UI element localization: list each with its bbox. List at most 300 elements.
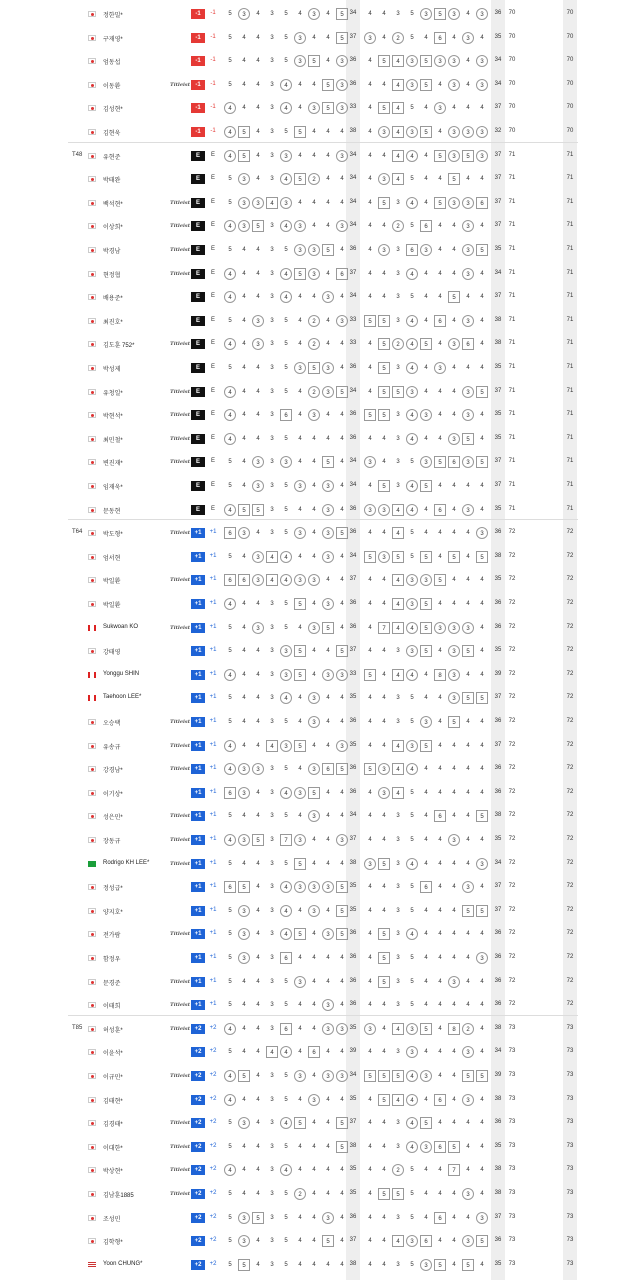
hole-score: 3 — [270, 1261, 274, 1268]
round-total: 73 — [508, 1119, 516, 1126]
in-total: 37 — [494, 198, 502, 205]
aggregate-total: 70 — [566, 128, 574, 134]
hole-score: 4 — [256, 270, 260, 277]
today-score: E — [210, 175, 215, 182]
hole-score: 3 — [270, 294, 274, 301]
country-flag-icon — [88, 1002, 96, 1008]
leaderboard-row[interactable] — [0, 238, 640, 262]
hole-score: 4 — [452, 317, 456, 324]
leaderboard-row[interactable] — [0, 1111, 640, 1135]
leaderboard-row[interactable] — [0, 545, 640, 569]
player-name[interactable]: 박성제 — [103, 367, 121, 373]
hole-score: 4 — [312, 671, 316, 678]
hole-score: 3 — [396, 860, 400, 867]
leaderboard-row[interactable] — [0, 262, 640, 286]
leaderboard-row[interactable] — [0, 380, 640, 404]
hole-score: 3 — [406, 126, 418, 138]
in-total: 34 — [494, 57, 502, 64]
leaderboard-row[interactable] — [0, 309, 640, 333]
round-total: 72 — [508, 859, 516, 866]
leaderboard-row[interactable] — [0, 852, 640, 876]
hole-score: 3 — [270, 907, 274, 914]
leaderboard-row[interactable] — [0, 1135, 640, 1159]
leaderboard-row[interactable] — [0, 427, 640, 451]
hole-score: 4 — [312, 506, 316, 513]
player-name[interactable]: 양지호* — [103, 909, 123, 916]
player-name[interactable]: 전가람 — [103, 933, 121, 940]
player-name[interactable]: 김도훈 752* — [103, 343, 135, 350]
hole-score: 5 — [336, 386, 348, 398]
hole-score: 5 — [336, 8, 348, 20]
leaderboard-row[interactable] — [0, 734, 640, 758]
leaderboard-row[interactable] — [0, 899, 640, 923]
hole-score: 4 — [368, 388, 372, 395]
player-name[interactable]: 유현준 — [103, 154, 121, 161]
hole-score: 4 — [466, 860, 470, 867]
hole-score: 4 — [466, 58, 470, 65]
player-name[interactable]: 최민철* — [103, 437, 123, 444]
leaderboard-row[interactable] — [0, 96, 640, 120]
hole-score: 3 — [270, 1120, 274, 1127]
leaderboard-row[interactable] — [0, 120, 640, 144]
leaderboard-row[interactable] — [0, 875, 640, 899]
hole-score: 4 — [298, 81, 302, 88]
player-name[interactable]: 이규민* — [103, 1075, 123, 1081]
player-name[interactable]: 엄서현 — [103, 555, 121, 562]
in-total: 37 — [494, 694, 502, 701]
player-name[interactable]: 성은민* — [103, 815, 123, 822]
hole-score: 4 — [312, 1261, 316, 1268]
hole-score: 7 — [378, 622, 390, 634]
to-par-badge: +2 — [191, 1047, 205, 1057]
leaderboard-row[interactable] — [0, 474, 640, 498]
hole-score: 3 — [322, 362, 334, 374]
country-flag-icon — [88, 884, 96, 890]
player-name[interactable]: 박일환 — [103, 579, 121, 586]
player-name[interactable]: 엄동섭 — [103, 60, 121, 67]
leaderboard-row[interactable] — [0, 26, 640, 50]
hole-score: 3 — [396, 1261, 400, 1268]
hole-score: 5 — [336, 928, 348, 940]
country-flag-icon — [88, 554, 96, 560]
hole-score: 4 — [382, 34, 386, 41]
hole-score: 4 — [452, 577, 456, 584]
hole-score: 5 — [378, 928, 390, 940]
player-name[interactable]: 조성민 — [103, 1216, 121, 1223]
hole-score: 4 — [340, 955, 344, 961]
hole-score: 5 — [420, 338, 432, 350]
player-name[interactable]: 박태완 — [103, 178, 121, 185]
hole-score: 4 — [480, 577, 484, 584]
sponsor-logo: Titleist — [170, 1002, 191, 1009]
hole-score: 5 — [410, 1002, 414, 1009]
country-flag-icon — [88, 341, 96, 347]
out-total: 34 — [349, 175, 357, 182]
leaderboard-row[interactable] — [0, 970, 640, 994]
hole-score: 3 — [476, 150, 488, 162]
hole-score: 4 — [242, 671, 246, 678]
leaderboard-row[interactable] — [0, 781, 640, 805]
hole-score: 5 — [284, 860, 288, 867]
hole-score: 4 — [256, 648, 260, 655]
hole-score: 4 — [382, 695, 386, 702]
hole-score: 5 — [410, 837, 414, 843]
sponsor-logo: Titleist — [170, 577, 191, 584]
hole-score: 3 — [336, 79, 348, 91]
hole-score: 6 — [434, 32, 446, 44]
player-name[interactable]: 정성급* — [103, 886, 123, 893]
player-name[interactable]: 박상현* — [103, 1169, 123, 1176]
to-par-badge: +2 — [191, 1024, 205, 1034]
aggregate-total: 72 — [566, 1001, 574, 1008]
to-par-badge: E — [191, 198, 205, 208]
hole-score: 4 — [382, 1261, 386, 1268]
to-par-badge: +2 — [191, 1260, 205, 1270]
to-par-badge: -1 — [191, 80, 205, 90]
hole-score: 4 — [280, 574, 292, 586]
leaderboard-row[interactable] — [0, 922, 640, 946]
player-name[interactable]: 백석현* — [103, 201, 123, 208]
hole-score: 3 — [448, 669, 460, 681]
hole-score: 4 — [242, 341, 246, 348]
hole-score: 4 — [256, 1167, 260, 1174]
hole-score: 5 — [420, 551, 432, 563]
hole-score: 3 — [270, 648, 274, 655]
leaderboard-row[interactable] — [0, 946, 640, 970]
hole-score: 4 — [312, 294, 316, 301]
country-flag-icon — [88, 1073, 96, 1079]
leaderboard-row[interactable] — [0, 521, 640, 545]
leaderboard-row[interactable] — [0, 144, 640, 168]
hole-score: 3 — [280, 456, 292, 468]
today-score: +1 — [209, 906, 217, 913]
leaderboard-row[interactable] — [0, 356, 640, 380]
sponsor-logo: Titleist — [170, 199, 191, 206]
hole-score: 3 — [294, 574, 306, 586]
hole-score: 4 — [256, 813, 260, 820]
aggregate-total: 71 — [566, 434, 574, 441]
to-par-badge: E — [191, 457, 205, 467]
player-name[interactable]: 정한밀* — [103, 13, 123, 19]
leaderboard-row[interactable] — [0, 2, 640, 26]
hole-score: 4 — [406, 622, 418, 634]
hole-score: 5 — [228, 247, 232, 253]
hole-score: 4 — [368, 1214, 372, 1221]
player-name[interactable]: 박현석* — [103, 414, 123, 421]
hole-score: 4 — [256, 365, 260, 371]
hole-score: 4 — [466, 1167, 470, 1174]
player-name[interactable]: 박일환 — [103, 603, 121, 609]
hole-score: 6 — [224, 881, 236, 893]
player-name[interactable]: 김태현* — [103, 1098, 123, 1105]
hole-score: 5 — [284, 978, 288, 985]
hole-score: 3 — [420, 1070, 432, 1082]
hole-score: 4 — [256, 435, 260, 442]
leaderboard-row[interactable] — [0, 710, 640, 734]
hole-score: 4 — [452, 388, 456, 395]
player-name[interactable]: 이태희 — [103, 1004, 121, 1011]
player-name[interactable]: 문경준 — [103, 980, 121, 987]
player-name[interactable]: 김성현* — [103, 107, 123, 114]
player-name[interactable]: 최진호* — [103, 319, 123, 326]
hole-score: 2 — [392, 220, 404, 232]
hole-score: 4 — [368, 789, 372, 796]
hole-score: 5 — [284, 317, 288, 324]
round-total: 72 — [508, 694, 516, 701]
hole-score: 5 — [284, 483, 288, 489]
player-name[interactable]: 이대한* — [103, 1145, 123, 1152]
hole-score: 4 — [326, 412, 330, 419]
hole-score: 3 — [396, 247, 400, 253]
hole-score: 3 — [322, 1070, 334, 1082]
hole-score: 4 — [280, 102, 292, 114]
leaderboard-row[interactable] — [0, 1158, 640, 1182]
country-flag-icon — [88, 58, 96, 64]
player-name[interactable]: 임재욱* — [103, 485, 123, 491]
hole-score: 4 — [312, 34, 316, 41]
out-total: 35 — [349, 1166, 357, 1173]
leaderboard-row[interactable] — [0, 49, 640, 73]
in-total: 37 — [494, 741, 502, 748]
hole-score: 4 — [242, 317, 246, 324]
hole-score: 4 — [224, 291, 236, 303]
leaderboard-row[interactable] — [0, 450, 640, 474]
player-name[interactable]: 유청일* — [103, 390, 123, 397]
hole-score: 5 — [284, 1096, 288, 1103]
hole-score: 4 — [326, 1049, 330, 1056]
player-name[interactable]: Taehoon LEE* — [103, 694, 142, 701]
leaderboard-row[interactable] — [0, 191, 640, 215]
hole-score: 4 — [438, 81, 442, 88]
country-flag-icon — [88, 483, 96, 489]
player-name[interactable]: 이기상* — [103, 791, 123, 798]
hole-score: 4 — [256, 742, 260, 749]
leaderboard-row[interactable] — [0, 332, 640, 356]
leaderboard-row[interactable] — [0, 804, 640, 828]
hole-score: 3 — [270, 601, 274, 607]
hole-score: 3 — [448, 834, 460, 846]
player-name[interactable]: 박경남 — [103, 249, 121, 255]
round-total: 72 — [508, 529, 516, 536]
player-name[interactable]: 현정협 — [103, 272, 121, 279]
hole-score: 4 — [452, 247, 456, 253]
player-name[interactable]: 박도형* — [103, 532, 123, 539]
player-name[interactable]: 구재영* — [103, 36, 123, 43]
leaderboard-row[interactable] — [0, 403, 640, 427]
hole-score: 3 — [434, 622, 446, 634]
player-name[interactable]: 강경남* — [103, 768, 123, 775]
round-total: 72 — [508, 812, 516, 819]
leaderboard-row[interactable] — [0, 639, 640, 663]
aggregate-total: 71 — [566, 222, 574, 229]
hole-score: 3 — [270, 931, 274, 938]
hole-score: 5 — [448, 173, 460, 185]
hole-score: 3 — [396, 907, 400, 914]
aggregate-total: 72 — [566, 859, 574, 866]
aggregate-total: 70 — [566, 104, 574, 111]
player-name[interactable]: 이동환 — [103, 83, 121, 90]
aggregate-total: 72 — [566, 647, 574, 654]
hole-score: 4 — [326, 978, 330, 985]
player-name[interactable]: 장동규 — [103, 839, 121, 845]
leaderboard-row[interactable] — [0, 1182, 640, 1206]
hole-score: 4 — [242, 58, 246, 65]
aggregate-total: 71 — [566, 505, 574, 512]
out-total: 36 — [349, 434, 357, 441]
hole-score: 4 — [242, 270, 246, 277]
out-total: 34 — [349, 458, 357, 465]
leaderboard-row[interactable] — [0, 1206, 640, 1230]
hole-score: 4 — [312, 1073, 316, 1079]
leaderboard-row[interactable] — [0, 828, 640, 852]
hole-score: 4 — [480, 365, 484, 371]
player-name[interactable]: Yonggu SHIN — [103, 670, 140, 677]
hole-score: 4 — [382, 719, 386, 725]
player-name[interactable]: 김남훈1885 — [103, 1193, 134, 1199]
hole-score: 5 — [420, 126, 432, 138]
hole-score: 3 — [322, 999, 334, 1011]
player-name[interactable]: 김현욱 — [103, 131, 121, 137]
hole-score: 4 — [406, 1117, 418, 1129]
sponsor-logo: Titleist — [170, 719, 191, 725]
leaderboard-row[interactable] — [0, 568, 640, 592]
hole-score: 4 — [368, 81, 372, 88]
player-name[interactable]: 문동현 — [103, 508, 121, 515]
hole-score: 4 — [242, 813, 246, 820]
hole-score: 5 — [336, 32, 348, 44]
aggregate-total: 72 — [566, 836, 574, 842]
hole-score: 4 — [452, 483, 456, 489]
round-total: 71 — [508, 434, 516, 441]
leaderboard-row[interactable] — [0, 1040, 640, 1064]
country-flag-icon — [88, 105, 96, 111]
hole-score: 4 — [466, 553, 470, 560]
hole-score: 4 — [224, 409, 236, 421]
hole-score: 3 — [294, 1070, 306, 1082]
today-score: +1 — [209, 977, 217, 984]
hole-score: 4 — [298, 955, 302, 961]
in-total: 36 — [494, 765, 502, 772]
in-total: 39 — [494, 670, 502, 677]
today-score: +1 — [209, 836, 217, 842]
leaderboard-row[interactable] — [0, 1088, 640, 1112]
leaderboard-row[interactable] — [0, 214, 640, 238]
in-total: 36 — [494, 10, 502, 16]
player-name[interactable]: 이상희* — [103, 225, 123, 232]
hole-score: 5 — [410, 1261, 414, 1268]
hole-score: 4 — [392, 102, 404, 114]
player-name[interactable]: 오승택 — [103, 721, 121, 727]
player-name[interactable]: 유송규 — [103, 744, 121, 751]
hole-score: 3 — [270, 530, 274, 537]
player-name[interactable]: 강태영 — [103, 650, 121, 657]
leaderboard-row[interactable] — [0, 1229, 640, 1253]
hole-score: 3 — [396, 978, 400, 985]
leaderboard-row[interactable] — [0, 686, 640, 710]
leaderboard-row[interactable] — [0, 1253, 640, 1277]
player-name[interactable]: 김경태* — [103, 1122, 123, 1129]
out-total: 38 — [349, 128, 357, 134]
round-total: 72 — [508, 552, 516, 559]
leaderboard-row[interactable] — [0, 616, 640, 640]
player-name[interactable]: Sukwoan KO — [103, 623, 139, 630]
out-total: 36 — [349, 788, 357, 795]
today-score: +2 — [209, 1095, 217, 1102]
player-name[interactable]: 배용준* — [103, 296, 123, 303]
player-name[interactable]: 변진재* — [103, 461, 123, 468]
hole-score: 3 — [336, 55, 348, 67]
to-par-badge: +1 — [191, 788, 205, 798]
hole-score: 4 — [224, 268, 236, 280]
hole-score: 6 — [434, 810, 446, 822]
hole-score: 4 — [424, 1096, 428, 1103]
today-score: +1 — [209, 883, 217, 890]
player-name[interactable]: 허성훈* — [103, 1027, 123, 1034]
hole-score: 3 — [270, 176, 274, 183]
hole-score: 3 — [462, 1235, 474, 1247]
hole-score: 4 — [382, 648, 386, 655]
hole-score: 3 — [336, 834, 348, 846]
sponsor-logo: Titleist — [170, 435, 191, 442]
leaderboard-row[interactable] — [0, 757, 640, 781]
hole-score: 3 — [448, 55, 460, 67]
leaderboard-row[interactable] — [0, 993, 640, 1017]
country-flag-icon — [88, 1026, 96, 1032]
leaderboard-row[interactable] — [0, 592, 640, 616]
leaderboard-row[interactable] — [0, 73, 640, 97]
player-name[interactable]: Rodrigo KH LEE* — [103, 859, 150, 866]
hole-score: 5 — [238, 504, 250, 516]
hole-score: 4 — [392, 55, 404, 67]
hole-score: 4 — [280, 1046, 292, 1058]
to-par-badge: +1 — [191, 670, 205, 680]
hole-score: 4 — [382, 435, 386, 442]
leaderboard-row[interactable] — [0, 167, 640, 191]
hole-score: 4 — [406, 763, 418, 775]
today-score: +1 — [209, 694, 217, 701]
hole-score: 4 — [326, 1143, 330, 1150]
leaderboard-row[interactable] — [0, 498, 640, 522]
round-total: 72 — [508, 718, 516, 724]
hole-score: 4 — [242, 81, 246, 88]
player-name[interactable]: Yoon CHUNG* — [103, 1260, 143, 1267]
in-total: 37 — [494, 222, 502, 229]
player-name[interactable]: 함정우 — [103, 957, 121, 963]
hole-score: 4 — [256, 601, 260, 607]
hole-score: 4 — [424, 294, 428, 301]
player-name[interactable]: 이윤석* — [103, 1051, 123, 1058]
hole-score: 3 — [476, 55, 488, 67]
hole-score: 3 — [462, 32, 474, 44]
leaderboard-row[interactable] — [0, 1017, 640, 1041]
hole-score: 6 — [420, 881, 432, 893]
hole-score: 4 — [452, 1002, 456, 1009]
hole-score: 4 — [424, 1002, 428, 1009]
out-total: 35 — [349, 883, 357, 890]
today-score: +1 — [209, 600, 217, 606]
hole-score: 4 — [466, 1002, 470, 1009]
leaderboard-row[interactable] — [0, 663, 640, 687]
today-score: -1 — [210, 80, 216, 87]
hole-score: 4 — [298, 719, 302, 725]
out-total: 35 — [349, 741, 357, 748]
player-name[interactable]: 김학형* — [103, 1240, 123, 1247]
to-par-badge: +1 — [191, 882, 205, 892]
hole-score: 5 — [434, 574, 446, 586]
hole-score: 4 — [382, 459, 386, 466]
leaderboard-row[interactable] — [0, 1064, 640, 1088]
leaderboard-row[interactable] — [0, 285, 640, 309]
